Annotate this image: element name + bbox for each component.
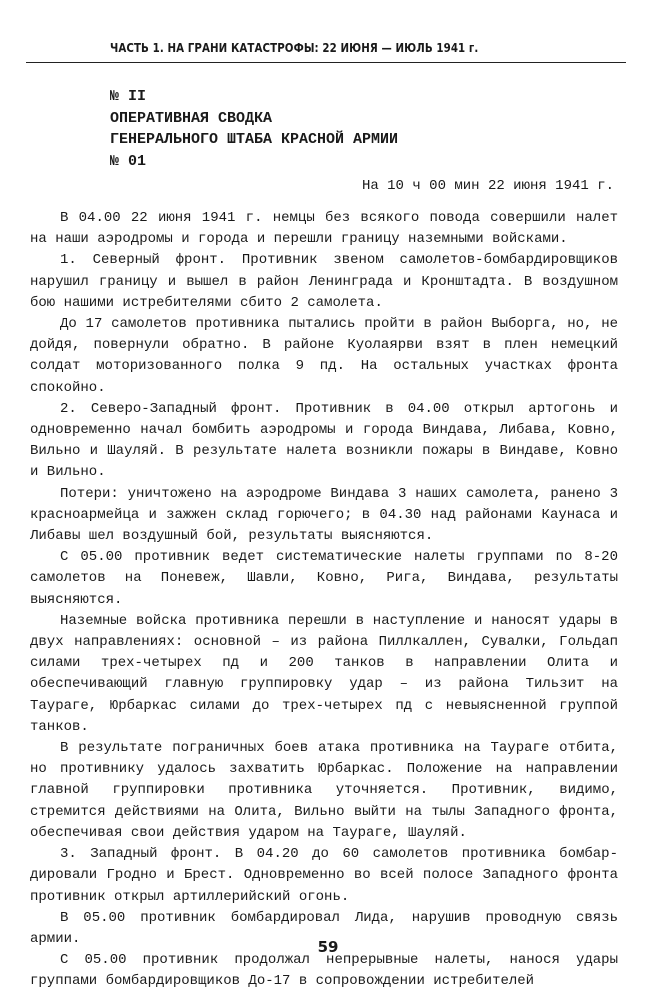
paragraph: В результате пограничных боев атака противника на Таураге отбита, но противнику удалось захватить Юрбаркас. Положение на направлении главной группировки противника уточняется. Противник, видимо, стремится действиями на Олита, Вильно выйти на тылы Западного фронта, обеспечивая свои действия ударом на Таураге, Шауляй. — [30, 740, 618, 841]
report-number: № 01 — [110, 152, 147, 170]
paragraph: Потери: уничтожено на аэродроме Виндава 3 наших самолета, ранено 3 красноармейца и зажжен склад горючего; в 04.30 над районами Каунаса и Либавы шел воздушный бой, результаты выясняются. — [30, 485, 618, 545]
paragraph: До 17 самолетов противника пытались пройти в район Выборга, но, не дойдя, повернули обратно. В районе Куолаярви взят в плен немецкий солдат моторизованного полка 9 пд. На остальных участках фронта спокойно. — [30, 316, 618, 396]
document-title-line-1: ОПЕРАТИВНАЯ СВОДКА — [110, 109, 273, 127]
paragraph: С 05.00 противник продолжал непрерывные налеты, нанося удары группами бомбардировщиков До-17 в сопровождении истребителей — [30, 952, 618, 990]
document-heading — [110, 86, 398, 172]
paragraph: 1. Северный фронт. Противник звеном самолетов-бомбардировщиков нарушил границу и вышел в район Ленинграда и Кронштадта. В воздушном бою нашими истребителями сбито 2 самолета. — [30, 252, 618, 311]
running-head: ЧАСТЬ 1. НА ГРАНИ КАТАСТРОФЫ: 22 ИЮНЯ — ИЮЛЬ 1941 г. — [110, 40, 479, 55]
paragraph: 2. Северо-Западный фронт. Противник в 04.00 открыл артогонь и одновременно начал бомбить аэродромы и города Виндава, Либава, Ковно, Вильно и Шауляй. В результате налета возникли пожары в Виндаве, Ковно и Вильно. — [30, 400, 618, 481]
body-text — [30, 207, 618, 993]
paragraph: Наземные войска противника перешли в наступление и наносят удары в двух направлениях: основной – из района Пиллкаллен, Сувалки, Гольдап силами трех-четырех пд и 200 танков в направлении Олита и обеспечивающий главную группировку удар – из района Тильзит на Таураге, Юрбаркас силами до трех-четырех пд с невыясненной группой танков. — [30, 612, 618, 735]
paragraph: С 05.00 противник ведет систематические налеты группами по 8-20 самолетов на Поневеж, Шавли, Ковно, Рига, Виндава, результаты выясняются. — [30, 549, 618, 608]
paragraph: В 04.00 22 июня 1941 г. немцы без всякого повода совершили налет на наши аэродромы и города и перешли границу наземными войсками. — [30, 210, 618, 248]
document-title-line-2: ГЕНЕРАЛЬНОГО ШТАБА КРАСНОЙ АРМИИ — [110, 131, 399, 148]
dateline: На 10 ч 00 мин 22 июня 1941 г. — [361, 178, 614, 194]
page-number: 59 — [317, 938, 339, 956]
paragraph: В 05.00 противник бомбардировал Лида, нарушив проводную связь армии. — [30, 909, 618, 947]
document-number: № II — [110, 88, 147, 105]
header-rule — [26, 62, 626, 63]
paragraph: 3. Западный фронт. В 04.20 до 60 самолетов противника бомбардировали Гродно и Брест. Одновременно во всей полосе Западного фронта противник открыл артиллерийский огонь. — [30, 846, 618, 905]
